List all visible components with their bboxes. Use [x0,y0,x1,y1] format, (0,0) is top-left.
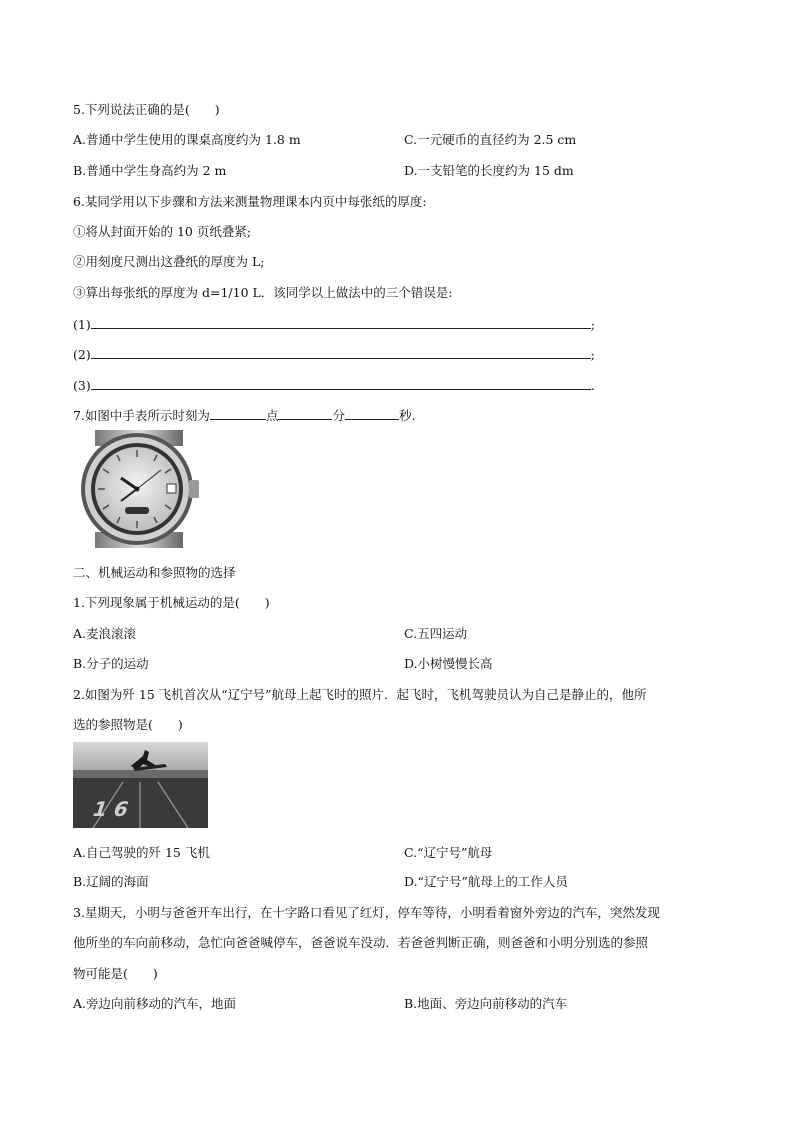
q6-step-2: ②用刻度尺测出这叠纸的厚度为 L; [73,254,265,269]
s2q2-option-c: C.“辽宁号”航母 [404,845,493,860]
q6-blank-3-suffix: . [590,378,595,393]
q6-step-3: ③算出每张纸的厚度为 d=1/10 L．该同学以上做法中的三个错误是: [73,285,453,300]
s2q3-option-a: A.旁边向前移动的汽车，地面 [73,996,237,1011]
q6-blank-1-suffix: ; [590,317,595,332]
s2q3-stem-line-3: 物可能是( ) [73,966,158,981]
s2q2-stem-line-2: 选的参照物是( ) [73,717,183,732]
q6-blank-1-prefix: (1) [73,317,91,332]
q6-answer-line-1 [73,316,595,333]
q6-stem: 6.某同学用以下步骤和方法来测量物理课本内页中每张纸的厚度: [73,194,427,209]
q6-blank-3[interactable] [91,377,591,390]
section-2-title: 二、机械运动和参照物的选择 [73,565,236,580]
s2q3-stem-line-1: 3.星期天，小明与爸爸开车出行，在十字路口看见了红灯，停车等待，小明看着窗外旁边的汽车，突然发现 [73,905,660,920]
q7-stem [73,407,415,424]
s2q1-option-d: D.小树慢慢长高 [404,656,493,671]
wristwatch-image [73,430,205,548]
q6-blank-2-suffix: ; [590,347,595,362]
q5-option-d: D.一支铅笔的长度约为 15 dm [404,163,574,178]
s2q2-option-d: D.“辽宁号”航母上的工作人员 [404,874,568,889]
q6-blank-2-prefix: (2) [73,347,91,362]
s2q1-option-a: A.麦浪滚滚 [73,626,137,641]
q6-answer-line-3 [73,377,595,394]
q7-hour-blank[interactable] [210,407,266,420]
q7-minute-unit: 分 [332,408,345,423]
q7-second-blank[interactable] [345,407,399,420]
q7-end: . [411,408,416,423]
q6-blank-2[interactable] [91,346,591,359]
carrier-takeoff-photo [73,742,208,828]
s2q2-option-b: B.辽阔的海面 [73,874,149,889]
deck-marking: 1 6 [89,797,132,821]
q5-option-a: A.普通中学生使用的课桌高度约为 1.8 m [73,132,301,147]
q7-minute-blank[interactable] [278,407,332,420]
s2q1-option-b: B.分子的运动 [73,656,149,671]
s2q2-option-a: A.自己驾驶的歼 15 飞机 [73,845,210,860]
s2q2-stem-line-1: 2.如图为歼 15 飞机首次从“辽宁号”航母上起飞时的照片．起飞时，飞机驾驶员认为自己是静止的，他所 [73,687,647,702]
s2q3-option-b: B.地面、旁边向前移动的汽车 [404,996,568,1011]
q6-blank-3-prefix: (3) [73,378,91,393]
q6-step-1: ①将从封面开始的 10 页纸叠紧; [73,224,252,239]
q5-option-c: C.一元硬币的直径约为 2.5 cm [404,132,577,147]
q5-stem: 5.下列说法正确的是( ) [73,102,220,117]
q7-hour-unit: 点 [265,408,279,423]
q5-option-b: B.普通中学生身高约为 2 m [73,163,227,178]
s2q1-stem: 1.下列现象属于机械运动的是( ) [73,595,270,610]
s2q3-stem-line-2: 他所坐的车向前移动，急忙向爸爸喊停车，爸爸说车没动．若爸爸判断正确，则爸爸和小明分别选的参照 [73,935,649,950]
s2q1-option-c: C.五四运动 [404,626,468,641]
q6-answer-line-2 [73,346,595,363]
q7-prefix: 7.如图中手表所示时刻为 [73,408,210,423]
q6-blank-1[interactable] [91,316,591,329]
q7-second-unit: 秒 [398,408,412,423]
